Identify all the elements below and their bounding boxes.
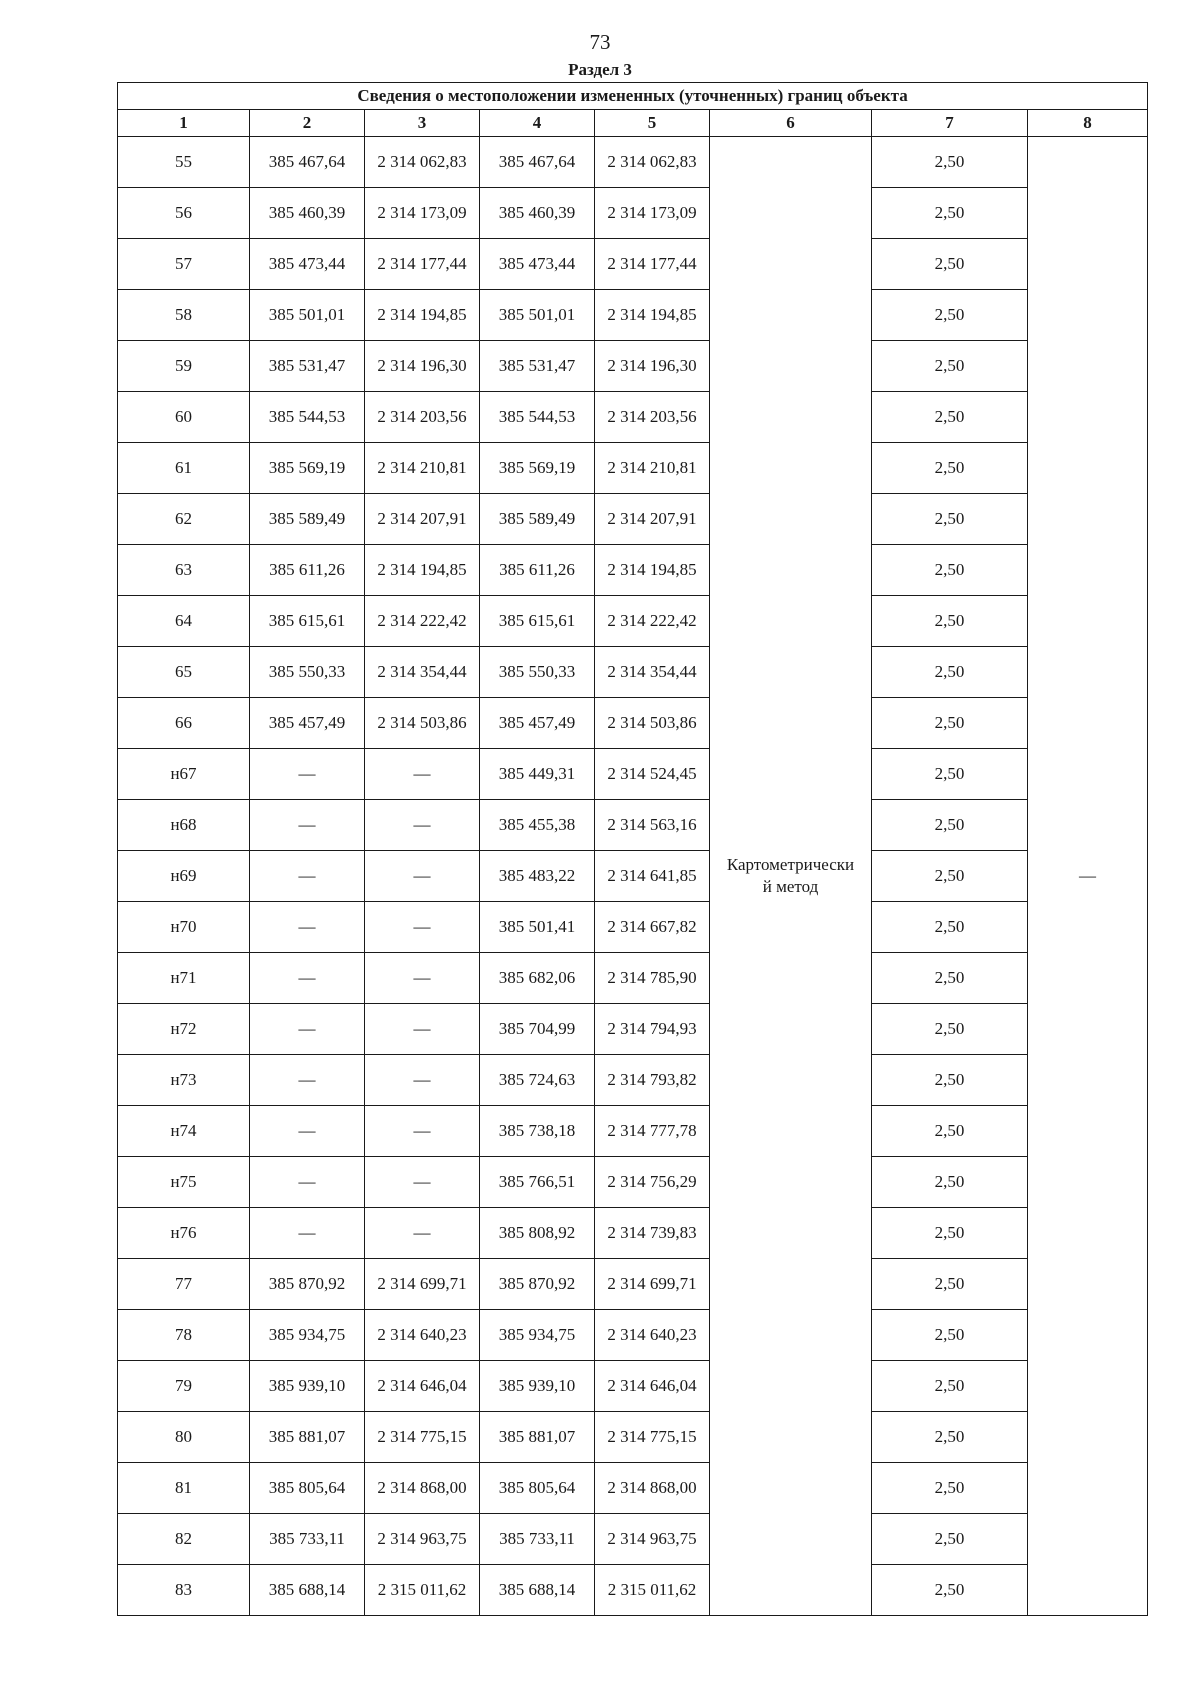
cell-point: 65 — [118, 647, 250, 698]
cell-x-refined: 385 934,75 — [480, 1310, 595, 1361]
cell-y-existing: — — [365, 800, 480, 851]
cell-x-refined: 385 766,51 — [480, 1157, 595, 1208]
cell-x-existing: — — [250, 800, 365, 851]
cell-accuracy: 2,50 — [872, 902, 1028, 953]
cell-accuracy: 2,50 — [872, 1514, 1028, 1565]
table-row — [118, 341, 1148, 392]
cell-accuracy: 2,50 — [872, 1004, 1028, 1055]
cell-point: н73 — [118, 1055, 250, 1106]
cell-y-refined: 2 314 756,29 — [595, 1157, 710, 1208]
cell-y-refined: 2 314 793,82 — [595, 1055, 710, 1106]
cell-accuracy: 2,50 — [872, 1412, 1028, 1463]
cell-accuracy: 2,50 — [872, 1055, 1028, 1106]
cell-y-existing: 2 314 503,86 — [365, 698, 480, 749]
cell-y-existing: 2 314 640,23 — [365, 1310, 480, 1361]
cell-accuracy: 2,50 — [872, 1361, 1028, 1412]
cell-y-refined: 2 314 640,23 — [595, 1310, 710, 1361]
cell-y-existing: 2 314 207,91 — [365, 494, 480, 545]
cell-y-existing: 2 314 194,85 — [365, 545, 480, 596]
cell-x-existing: — — [250, 749, 365, 800]
column-number: 4 — [480, 110, 595, 137]
cell-y-refined: 2 314 210,81 — [595, 443, 710, 494]
column-number: 7 — [872, 110, 1028, 137]
cell-y-refined: 2 314 785,90 — [595, 953, 710, 1004]
cell-accuracy: 2,50 — [872, 1565, 1028, 1616]
cell-x-refined: 385 611,26 — [480, 545, 595, 596]
cell-accuracy: 2,50 — [872, 749, 1028, 800]
table-row — [118, 1463, 1148, 1514]
table-caption: Сведения о местоположении измененных (уточненных) границ объекта — [118, 83, 1148, 110]
cell-x-refined: 385 881,07 — [480, 1412, 595, 1463]
cell-y-refined: 2 314 777,78 — [595, 1106, 710, 1157]
cell-accuracy: 2,50 — [872, 239, 1028, 290]
table-row — [118, 290, 1148, 341]
cell-x-existing: 385 733,11 — [250, 1514, 365, 1565]
table-row — [118, 392, 1148, 443]
cell-y-refined: 2 314 222,42 — [595, 596, 710, 647]
cell-y-refined: 2 314 775,15 — [595, 1412, 710, 1463]
table-row — [118, 953, 1148, 1004]
cell-y-existing: 2 314 868,00 — [365, 1463, 480, 1514]
cell-x-existing: 385 615,61 — [250, 596, 365, 647]
column-number: 6 — [710, 110, 872, 137]
cell-x-existing: 385 544,53 — [250, 392, 365, 443]
cell-accuracy: 2,50 — [872, 137, 1028, 188]
cell-accuracy: 2,50 — [872, 290, 1028, 341]
cell-point: н69 — [118, 851, 250, 902]
cell-point: 61 — [118, 443, 250, 494]
cell-y-existing: — — [365, 1055, 480, 1106]
cell-accuracy: 2,50 — [872, 1463, 1028, 1514]
method-text-line1: Картометрически — [726, 854, 855, 874]
table-row — [118, 1412, 1148, 1463]
cell-y-refined: 2 314 667,82 — [595, 902, 710, 953]
cell-x-existing: 385 589,49 — [250, 494, 365, 545]
cell-x-existing: — — [250, 902, 365, 953]
cell-x-existing: — — [250, 1004, 365, 1055]
cell-y-refined: 2 314 194,85 — [595, 545, 710, 596]
cell-x-existing: 385 550,33 — [250, 647, 365, 698]
table-row — [118, 1565, 1148, 1616]
cell-y-existing: 2 314 775,15 — [365, 1412, 480, 1463]
cell-x-refined: 385 805,64 — [480, 1463, 595, 1514]
table-row — [118, 443, 1148, 494]
cell-y-existing: 2 314 699,71 — [365, 1259, 480, 1310]
cell-accuracy: 2,50 — [872, 596, 1028, 647]
cell-x-existing: — — [250, 953, 365, 1004]
table-row — [118, 1106, 1148, 1157]
column-number: 5 — [595, 110, 710, 137]
cell-x-refined: 385 688,14 — [480, 1565, 595, 1616]
cell-x-existing: 385 457,49 — [250, 698, 365, 749]
cell-y-existing: 2 314 210,81 — [365, 443, 480, 494]
cell-x-existing: 385 939,10 — [250, 1361, 365, 1412]
cell-x-refined: 385 682,06 — [480, 953, 595, 1004]
cell-point: н76 — [118, 1208, 250, 1259]
cell-point: н74 — [118, 1106, 250, 1157]
cell-x-refined: 385 501,01 — [480, 290, 595, 341]
cell-y-refined: 2 314 207,91 — [595, 494, 710, 545]
cell-x-existing: 385 460,39 — [250, 188, 365, 239]
cell-point: 81 — [118, 1463, 250, 1514]
cell-x-refined: 385 704,99 — [480, 1004, 595, 1055]
cell-point: 60 — [118, 392, 250, 443]
cell-x-refined: 385 550,33 — [480, 647, 595, 698]
cell-y-existing: — — [365, 1208, 480, 1259]
table-row — [118, 1004, 1148, 1055]
cell-accuracy: 2,50 — [872, 1208, 1028, 1259]
column-number: 3 — [365, 110, 480, 137]
table-row — [118, 596, 1148, 647]
column-number-row — [118, 110, 1148, 137]
page-number: 73 — [589, 30, 611, 54]
table-row — [118, 137, 1148, 188]
cell-y-existing: 2 314 194,85 — [365, 290, 480, 341]
table-row — [118, 1055, 1148, 1106]
cell-y-refined: 2 314 868,00 — [595, 1463, 710, 1514]
cell-x-existing: 385 473,44 — [250, 239, 365, 290]
cell-point: 64 — [118, 596, 250, 647]
cell-accuracy: 2,50 — [872, 851, 1028, 902]
cell-x-refined: 385 870,92 — [480, 1259, 595, 1310]
table-row — [118, 902, 1148, 953]
cell-y-refined: 2 314 699,71 — [595, 1259, 710, 1310]
cell-y-refined: 2 314 173,09 — [595, 188, 710, 239]
cell-x-refined: 385 467,64 — [480, 137, 595, 188]
cell-y-refined: 2 314 794,93 — [595, 1004, 710, 1055]
table-row — [118, 188, 1148, 239]
cell-x-existing: 385 611,26 — [250, 545, 365, 596]
column-number: 2 — [250, 110, 365, 137]
cell-x-refined: 385 449,31 — [480, 749, 595, 800]
table-row — [118, 698, 1148, 749]
cell-y-refined: 2 314 196,30 — [595, 341, 710, 392]
cell-point: 63 — [118, 545, 250, 596]
cell-y-existing: 2 314 173,09 — [365, 188, 480, 239]
cell-y-refined: 2 314 062,83 — [595, 137, 710, 188]
cell-x-refined: 385 457,49 — [480, 698, 595, 749]
table-row — [118, 851, 1148, 902]
cell-x-refined: 385 615,61 — [480, 596, 595, 647]
cell-point: 55 — [118, 137, 250, 188]
section-title: Раздел 3 — [568, 60, 632, 79]
table-row — [118, 1310, 1148, 1361]
cell-point: н67 — [118, 749, 250, 800]
cell-point: 77 — [118, 1259, 250, 1310]
cell-x-existing: — — [250, 1106, 365, 1157]
cell-point: 58 — [118, 290, 250, 341]
table-row — [118, 1259, 1148, 1310]
cell-x-refined: 385 531,47 — [480, 341, 595, 392]
column-number: 8 — [1028, 110, 1148, 137]
cell-x-existing: — — [250, 851, 365, 902]
cell-x-refined: 385 501,41 — [480, 902, 595, 953]
cell-y-existing: 2 314 177,44 — [365, 239, 480, 290]
table-row — [118, 494, 1148, 545]
cell-x-refined: 385 738,18 — [480, 1106, 595, 1157]
cell-point: 66 — [118, 698, 250, 749]
cell-point: 59 — [118, 341, 250, 392]
cell-point: н68 — [118, 800, 250, 851]
cell-y-refined: 2 314 524,45 — [595, 749, 710, 800]
cell-accuracy: 2,50 — [872, 545, 1028, 596]
cell-accuracy: 2,50 — [872, 953, 1028, 1004]
cell-y-refined: 2 315 011,62 — [595, 1565, 710, 1616]
cell-x-existing: 385 870,92 — [250, 1259, 365, 1310]
cell-point: 83 — [118, 1565, 250, 1616]
cell-accuracy: 2,50 — [872, 341, 1028, 392]
cell-x-existing: — — [250, 1157, 365, 1208]
cell-y-refined: 2 314 354,44 — [595, 647, 710, 698]
table-caption-row — [118, 83, 1148, 110]
cell-col8: — — [1028, 137, 1148, 1616]
cell-accuracy: 2,50 — [872, 1259, 1028, 1310]
cell-y-existing: — — [365, 851, 480, 902]
cell-y-existing: 2 314 354,44 — [365, 647, 480, 698]
cell-x-existing: 385 501,01 — [250, 290, 365, 341]
cell-y-existing: — — [365, 953, 480, 1004]
cell-y-refined: 2 314 563,16 — [595, 800, 710, 851]
cell-x-refined: 385 733,11 — [480, 1514, 595, 1565]
cell-y-refined: 2 314 646,04 — [595, 1361, 710, 1412]
cell-accuracy: 2,50 — [872, 392, 1028, 443]
cell-accuracy: 2,50 — [872, 698, 1028, 749]
cell-y-existing: — — [365, 1157, 480, 1208]
table-body — [118, 83, 1148, 1616]
cell-point: н72 — [118, 1004, 250, 1055]
cell-point: 57 — [118, 239, 250, 290]
cell-accuracy: 2,50 — [872, 188, 1028, 239]
cell-accuracy: 2,50 — [872, 443, 1028, 494]
cell-accuracy: 2,50 — [872, 647, 1028, 698]
cell-x-existing: 385 569,19 — [250, 443, 365, 494]
table-row — [118, 749, 1148, 800]
cell-x-refined: 385 544,53 — [480, 392, 595, 443]
cell-accuracy: 2,50 — [872, 494, 1028, 545]
coordinates-table — [117, 82, 1148, 1616]
cell-y-existing: 2 314 203,56 — [365, 392, 480, 443]
cell-x-refined: 385 455,38 — [480, 800, 595, 851]
cell-point: н70 — [118, 902, 250, 953]
cell-point: н75 — [118, 1157, 250, 1208]
cell-point: 56 — [118, 188, 250, 239]
cell-point: н71 — [118, 953, 250, 1004]
cell-x-existing: 385 934,75 — [250, 1310, 365, 1361]
table-row — [118, 800, 1148, 851]
cell-x-existing: 385 881,07 — [250, 1412, 365, 1463]
table-row — [118, 1514, 1148, 1565]
cell-accuracy: 2,50 — [872, 1310, 1028, 1361]
cell-x-refined: 385 808,92 — [480, 1208, 595, 1259]
cell-y-existing: 2 314 963,75 — [365, 1514, 480, 1565]
cell-x-refined: 385 939,10 — [480, 1361, 595, 1412]
cell-x-existing: 385 531,47 — [250, 341, 365, 392]
cell-method — [710, 137, 872, 1616]
cell-y-refined: 2 314 739,83 — [595, 1208, 710, 1259]
cell-point: 62 — [118, 494, 250, 545]
cell-x-existing: 385 805,64 — [250, 1463, 365, 1514]
cell-y-existing: 2 315 011,62 — [365, 1565, 480, 1616]
cell-y-existing: — — [365, 902, 480, 953]
cell-point: 82 — [118, 1514, 250, 1565]
cell-y-refined: 2 314 203,56 — [595, 392, 710, 443]
cell-y-existing: 2 314 222,42 — [365, 596, 480, 647]
cell-y-refined: 2 314 177,44 — [595, 239, 710, 290]
cell-point: 80 — [118, 1412, 250, 1463]
table-row — [118, 1361, 1148, 1412]
method-text-line2: й метод — [762, 877, 819, 896]
column-number: 1 — [118, 110, 250, 137]
cell-y-refined: 2 314 641,85 — [595, 851, 710, 902]
cell-accuracy: 2,50 — [872, 800, 1028, 851]
cell-x-existing: 385 467,64 — [250, 137, 365, 188]
cell-x-existing: 385 688,14 — [250, 1565, 365, 1616]
cell-x-refined: 385 460,39 — [480, 188, 595, 239]
table-row — [118, 1157, 1148, 1208]
cell-x-refined: 385 724,63 — [480, 1055, 595, 1106]
cell-y-existing: 2 314 196,30 — [365, 341, 480, 392]
table-row — [118, 545, 1148, 596]
cell-x-refined: 385 483,22 — [480, 851, 595, 902]
cell-y-refined: 2 314 963,75 — [595, 1514, 710, 1565]
cell-accuracy: 2,50 — [872, 1106, 1028, 1157]
cell-y-existing: — — [365, 1106, 480, 1157]
cell-y-existing: 2 314 646,04 — [365, 1361, 480, 1412]
cell-x-refined: 385 589,49 — [480, 494, 595, 545]
table-row — [118, 647, 1148, 698]
cell-accuracy: 2,50 — [872, 1157, 1028, 1208]
cell-x-refined: 385 473,44 — [480, 239, 595, 290]
cell-y-existing: — — [365, 749, 480, 800]
cell-x-existing: — — [250, 1055, 365, 1106]
table-row — [118, 1208, 1148, 1259]
cell-x-refined: 385 569,19 — [480, 443, 595, 494]
cell-x-existing: — — [250, 1208, 365, 1259]
cell-point: 78 — [118, 1310, 250, 1361]
cell-y-refined: 2 314 194,85 — [595, 290, 710, 341]
table-row — [118, 239, 1148, 290]
cell-point: 79 — [118, 1361, 250, 1412]
cell-y-existing: — — [365, 1004, 480, 1055]
cell-y-existing: 2 314 062,83 — [365, 137, 480, 188]
cell-y-refined: 2 314 503,86 — [595, 698, 710, 749]
